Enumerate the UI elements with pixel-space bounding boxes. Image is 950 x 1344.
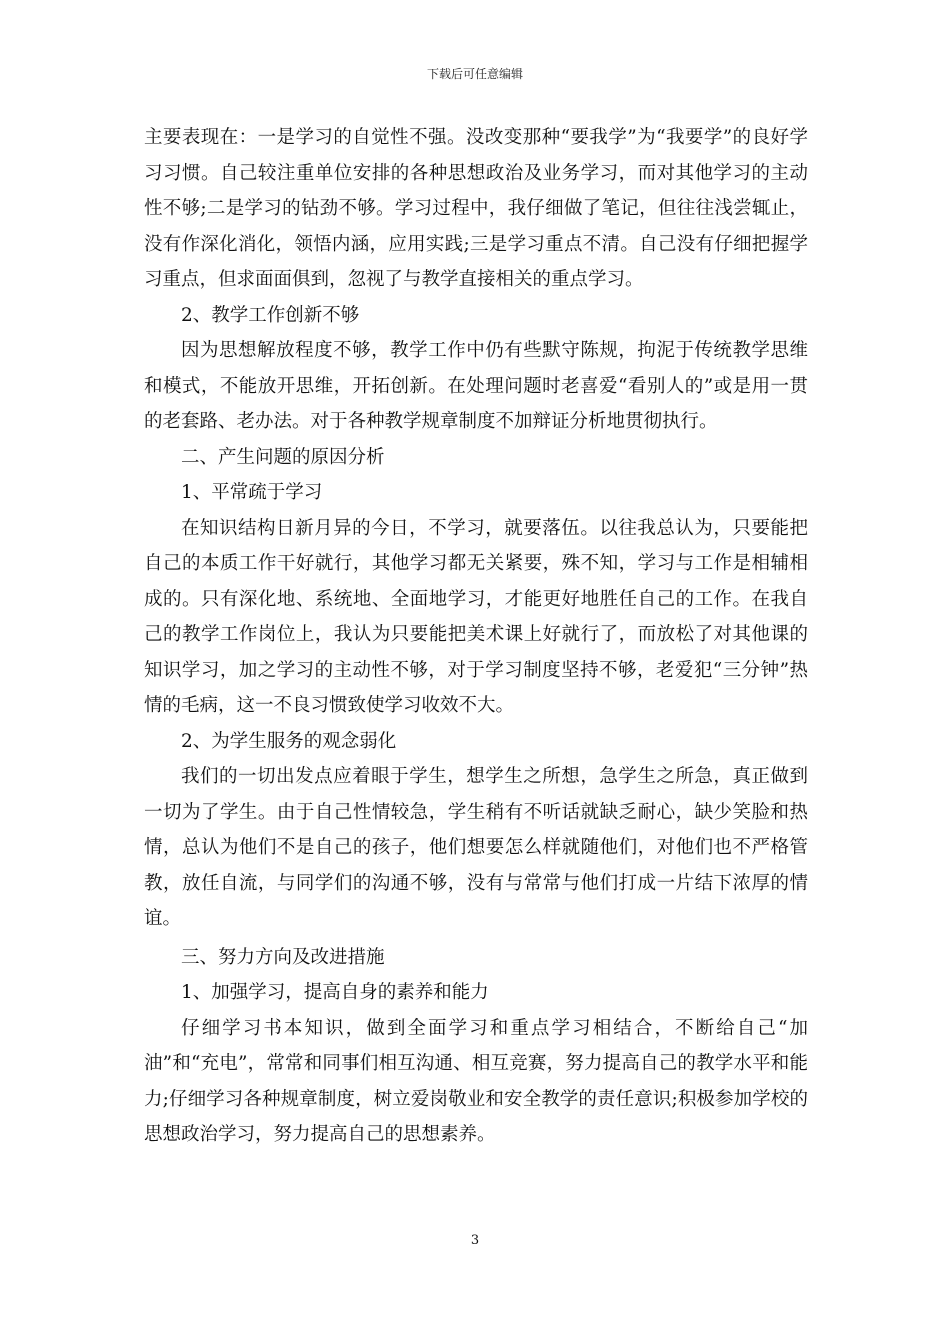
heading-improvement-direction: 三、努力方向及改进措施: [181, 946, 385, 968]
paragraph-teaching-innovation: 因为思想解放程度不够，教学工作中仍有些默守陈规，拘泥于传统教学思维和模式，不能放开思维，开拓创新。在处理问题时老喜爱“看别人的”或是用一贯的老套路、老办法。对于各种教学规章制度不加辩证分析地贯彻执行。: [144, 340, 808, 432]
paragraph-strengthen-study: 仔细学习书本知识，做到全面学习和重点学习相结合，不断给自己“加油”和“充电”，常常和同事们相互沟通、相互竞赛，努力提高自己的教学水平和能力;仔细学习各种规章制度，树立爱岗敬业和安全教学的责任意识;积极参加学校的思想政治学习，努力提高自己的思想素养。: [144, 1017, 808, 1145]
heading-strengthen-study: 1、加强学习，提高自身的素养和能力: [181, 982, 489, 1003]
heading-cause-analysis: 二、产生问题的原因分析: [181, 446, 385, 468]
paragraph-neglect-study: 在知识结构日新月异的今日，不学习，就要落伍。以往我总认为，只要能把自己的本质工作干好就行，其他学习都无关紧要，殊不知，学习与工作是相辅相成的。只有深化地、系统地、全面地学习，才能更好地胜任自己的工作。在我自己的教学工作岗位上，我认为只要能把美术课上好就行了，而放松了对其他课的知识学习，加之学习的主动性不够，对于学习制度坚持不够，老爱犯“三分钟”热情的毛病，这一不良习惯致使学习收效不大。: [144, 517, 808, 716]
page-number: 3: [470, 1233, 480, 1248]
document-body: [144, 120, 808, 1153]
heading-teaching-innovation: 2、教学工作创新不够: [181, 304, 360, 326]
paragraph-service-weakened: 我们的一切出发点应着眼于学生，想学生之所想，急学生之所急，真正做到一切为了学生。由于自己性情较急，学生稍有不听话就缺乏耐心，缺少笑脸和热情，总认为他们不是自己的孩子，他们想要怎么样就随他们，对他们也不严格管教，放任自流，与同学们的沟通不够，没有与常常与他们打成一片结下浓厚的情谊。: [144, 766, 808, 929]
heading-neglect-study: 1、平常疏于学习: [181, 482, 323, 503]
page-header: 下载后可任意编辑: [426, 67, 523, 81]
heading-service-weakened: 2、为学生服务的观念弱化: [181, 730, 397, 752]
paragraph-main-issues: 主要表现在：一是学习的自觉性不强。没改变那种“要我学”为“我要学”的良好学习习惯。自己较注重单位安排的各种思想政治及业务学习，而对其他学习的主动性不够;二是学习的钻劲不够。学习过程中，我仔细做了笔记，但往往浅尝辄止，没有作深化消化，领悟内涵，应用实践;三是学习重点不清。自己没有仔细把握学习重点，但求面面俱到，忽视了与教学直接相关的重点学习。: [144, 127, 808, 290]
